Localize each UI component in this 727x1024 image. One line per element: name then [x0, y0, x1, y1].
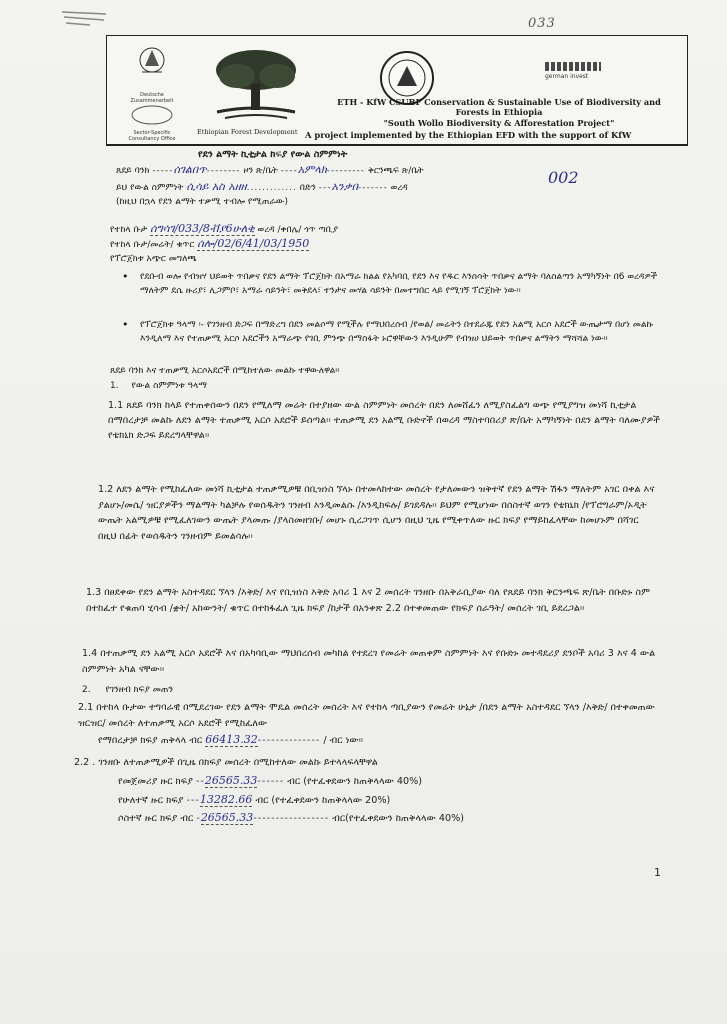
section-2-heading — [82, 683, 173, 697]
bullet-1: • የደቡብ ወሎ የብዝሃ ህይወት ጥበቃና የደን ልማት ፕሮጀክት በአማራ ክልል የአካባቢ የደን እና የዱር እንስሳት ጥበቃና ልማት ባለስልጣን አማካኝነት በ6 ወረዳዎች ማለትም ደሴ ዙሪያ፣ ሊጋምቦ፣ አማራ ሳይንት፣ መቅደላ፣ ተንታና መሃል ሳይንት በመተግበር ላይ የሚገኝ ፕሮጀክት ነው፡፡ — [140, 270, 660, 298]
section-1-heading — [110, 379, 207, 393]
page-number: 1 — [654, 866, 661, 879]
payment-2-label: የሁለተኛ ዙር ክፍያ — [118, 795, 184, 806]
gtz-logo — [121, 42, 183, 142]
site-id-value: ሰሎ/02/6/41/03/1950 — [197, 237, 310, 250]
payment-1-label: የመጀመሪያ ዙር ክፍያ — [118, 776, 193, 787]
group-value: አንቃበ — [331, 180, 359, 193]
site-value: ሰግሳገ/033/8ቭያ6ሁለቂ — [150, 222, 255, 235]
bullet-2: • የፕሮጀክቱ ዓላማ ፡- የገንዘብ ድጋፍ በማድረግ በደን መልሶማ የሚችሉ የማህበረሰብ /የወል/ መሬትን በተደራጁ የደን አልሚ አርሶ አደሮች ውጤታማ በሆነ መልኩ እንዲለማ እና የተጠቃሚ አርሶ አደሮችን አማራጭ የገቢ ምንጭ በማስፋት ኑሮዋቸውን እንዲሁም የብዝሀ ህይወት ጥበቃና ልማትን ማሻሻል ነው፡፡ — [140, 318, 660, 346]
letterhead-title — [311, 97, 687, 128]
branch-office-label: ቅርንጫፍ ጽ/ቤት — [367, 166, 424, 176]
german-invest-name: german invest — [545, 73, 589, 80]
payment-2-note: ብር (የተፈቀደውን ከጠቅላላው 20%) — [255, 795, 391, 806]
row-site-id — [110, 237, 309, 252]
section-1-title: የውል ስምምነቱ ዓላማ — [131, 381, 207, 391]
group-label: በድን — [299, 183, 316, 193]
project-heading: የፕሮጀክቱ አጭር መግለጫ — [110, 254, 197, 264]
site-label: የተከላ ቡታ — [110, 225, 148, 235]
payment-2-value: 13282.66 — [199, 793, 253, 806]
row-site — [110, 222, 338, 237]
payment-1: የመጀመሪያ ዙር ክፍያ --26565.33------ ብር (የተፈቀደውን ከጠቅላላው 40%) — [118, 774, 422, 787]
payment-2: የሁለተኛ ዙር ክፍያ ---13282.66 ብር (የተፈቀደውን ከጠቅላላው 20%) — [118, 793, 391, 806]
payment-1-value: 26565.33 — [204, 774, 258, 787]
gtz-caption: Deutsche Zusammenarbeit — [130, 92, 174, 104]
agreement-label: ይህ የውል ስምምነት — [116, 183, 184, 193]
dev-label: Ethiopian Forest Development — [197, 128, 298, 136]
page-code: 033 — [528, 16, 556, 31]
payment-3-note: ብር(የተፈቀደውን ከጠቅላላው 40%) — [332, 813, 464, 824]
letterhead-line1: ETH - KfW CSUBF Conservation & Sustainable Use of Biodiversity and — [337, 97, 661, 107]
paper-clip-mark — [60, 8, 110, 28]
bank-zone-value: ሰገልበጥ — [173, 163, 207, 176]
tree-logo — [207, 46, 305, 126]
section-2-number: 2. — [82, 685, 91, 695]
row-bank: ጸደይ ባንክ -----ሰገልበጥ-------- ዞን ጽ/ቤት ----አምላክ--------- ቅርንጫፍ ጽ/ቤት — [116, 163, 424, 176]
form-title: የደን ልማት ኪቲታል ክፍያ የውል ስምምነት — [198, 149, 348, 160]
woreda-label: ወረዳ — [390, 183, 408, 193]
payment-3-label: ሶስተኛ ዙር ክፍያ ብር — [118, 813, 194, 824]
german-invest-logo — [545, 62, 607, 102]
row-agreement: ይህ የውል ስምምነት ሲሳይ አስ አዘዘ............. በድን ---አንቃበ------- ወረዳ — [116, 180, 408, 193]
section-1-number: 1. — [110, 381, 119, 391]
paragraph-2-2: 2.2 . ገንዘቡ ለተጠቃሚዎች በጊዜ በክፍያ መሰረት በሚከተለው መልኩ ይተላላፍላቸዋል — [74, 757, 378, 768]
total-payment-line: የማበረታቻ ክፍያ ጠቅላላ ብር 66413.32-------------- / ብር ነው፡፡ — [98, 733, 364, 746]
total-payment-suffix: / ብር ነው፡፡ — [323, 735, 364, 746]
payment-3: ሶስተኛ ዙር ክፍያ ብር -26565.33----------------- ብር(የተፈቀደውን ከጠቅላላው 40%) — [118, 811, 464, 824]
beneficiary-note: (ከዚህ በኋላ የደን ልማት ተቃሚ ተብሎ የሚጠራው) — [116, 197, 289, 207]
zone-office-value: አምላክ — [297, 163, 327, 176]
payment-1-note: ብር (የተፈቀደውን ከጠቅላላው 40%) — [287, 776, 422, 787]
implemented-by: A project implemented by the Ethiopian EFD with the support of KfW — [305, 130, 632, 140]
site-id-label: የተከላ ቡታ/መሬት/ ቁጥር — [110, 240, 195, 250]
section-2-title: የገንዘብ ክፍያ መጠን — [105, 685, 174, 695]
total-payment-label: የማበረታቻ ክፍያ ጠቅላላ ብር — [98, 735, 203, 746]
gtz-subcaption: Sector-Specific Consultancy Office — [128, 130, 176, 142]
parties-line: ጸደይ ባንክ እና ተጠቃሚ አርሶአደሮች በሚከተለው መልኩ ተዋውለዋል፡፡ — [110, 366, 340, 376]
paragraph-1-3: 1.3 በፀደቀው የደን ልማት አስተዳደር ኘላን /እቅድ/ እና የቢዝነስ እቅድ አባሪ 1 እና 2 መሰረት ገንዘቡ በአቅራቢያው ባለ የጸደይ ባንክ ቅርንጫፍ ጽ/ቤት በቡድኑ ስም በተከፈተ የቁጠባ ሂሳብ /ቋት/ አከውንት/ ቁጥር በተከፋፈለ ጊዜ ክፍያ /ከታች በአንቀጽ 2.2 በተቀመጠው የክፍያ ሰራዓት/ መሰረት ገቢ ይደረጋል፡፡ — [86, 587, 651, 614]
handwritten-number: 002 — [548, 168, 579, 187]
letterhead-line3: "South Wollo Biodiversity & Afforestation Project" — [383, 117, 615, 128]
paragraph-1-2: 1.2 ለደን ልማት የሚከፈለው መነሻ ኪቲታል ተጠቃሚዎቹ በቢዝነስ ኘላኑ በተመላከተው መሰረት የታለመውን ዝቅተኛ የደን ልማት ሽፋን ማለትም አገር በቀል እና ያልሆኑ/መሴ/ ዝርያዎችን ማልማት ካልቻሉ የወሰዱትን ገንዘብ እንዲመልሱ /እንዲከፍሉ/ ይገደዳሉ፡፡ ይህም የሚሆነው በሰስተኛ ወገን የቴክኒክ /የፕሮግራም/ኦዲት ውጤት አልሚዎቹ የሚፈለገውን ውጤት ያላመጡ /ያላስመዘገቡ/ መሆኑ ሲረጋገጥ ሲሆን በዚህ ጊዜ የሚቀጥለው ዙር ክፍያ የማይከፈላቸው ከመሆኑም በሻገር በዚህ በፊት የወሰዱትን ገንዘብም ይመልሳሉ፡፡ — [98, 484, 655, 542]
zone-office-label: ዞን ጽ/ቤት — [243, 166, 278, 176]
paragraph-1-4: 1.4 በተጠቃሚ ደን አልሚ አርሶ አደሮች እና በአካባቢው ማህበረሰብ መካከል የተደረገ የመሬት መጠቀም ስምምነት እና የቡድኑ መተዳደሪያ ደንቦች አባሪ 3 እና 4 ውል ስምምነት አካል ናቸው፡፡ — [82, 648, 656, 675]
site-suffix: ወረዳ /ቀበሌ/ ጎጥ ጣቢያ — [257, 225, 339, 235]
total-payment-value: 66413.32 — [205, 733, 258, 746]
payment-3-value: 26565.33 — [200, 811, 254, 824]
letterhead-line2: Forests in Ethiopia — [455, 107, 543, 118]
letterhead — [106, 35, 688, 146]
agreement-name-value: ሲሳይ አስ አዘዘ — [186, 180, 247, 193]
paragraph-2-1: 2.1 በተከላ ቡታው ተግባራዊ በሚደረገው የደን ልማት ሞዴል መሰረት መሰረት እና የተከላ ጣቢያውን የመሬት ሁኔታ /በደን ልማት አስተዳደር ኘላን /እቅድ/ በተቀመጠው ዝርዝር/ መሰረት ለተጠቃሚ አርሶ አደሮች የሚከፈለው — [78, 702, 655, 729]
bank-label: ጸደይ ባንክ — [116, 166, 150, 176]
paragraph-1-1: 1.1 ጸደይ ባንክ ከላይ የተጠቀሰውን በደን የሚለማ መሬት በተያዘው ውል ስምምነት መሰረት በደን ለመሸፈን ለሚያስፈልግ ወጭ የሚያግዝ መነሻ ኪቲታል በማበረታቻ መልኩ ለደን ልማት ተጠቃሚ አርሶ አደሮች ይሰጣል፡፡ ተጠቃሚ ደን አልሚ ቡድኖች በወረዳ ማስተባበሪያ ጽ/ቤት አማካኝነት በደን ልማት ባለሙያዎች የቴክኒክ ድጋፍ ይደረግላቸዋል፡፡ — [108, 400, 660, 441]
